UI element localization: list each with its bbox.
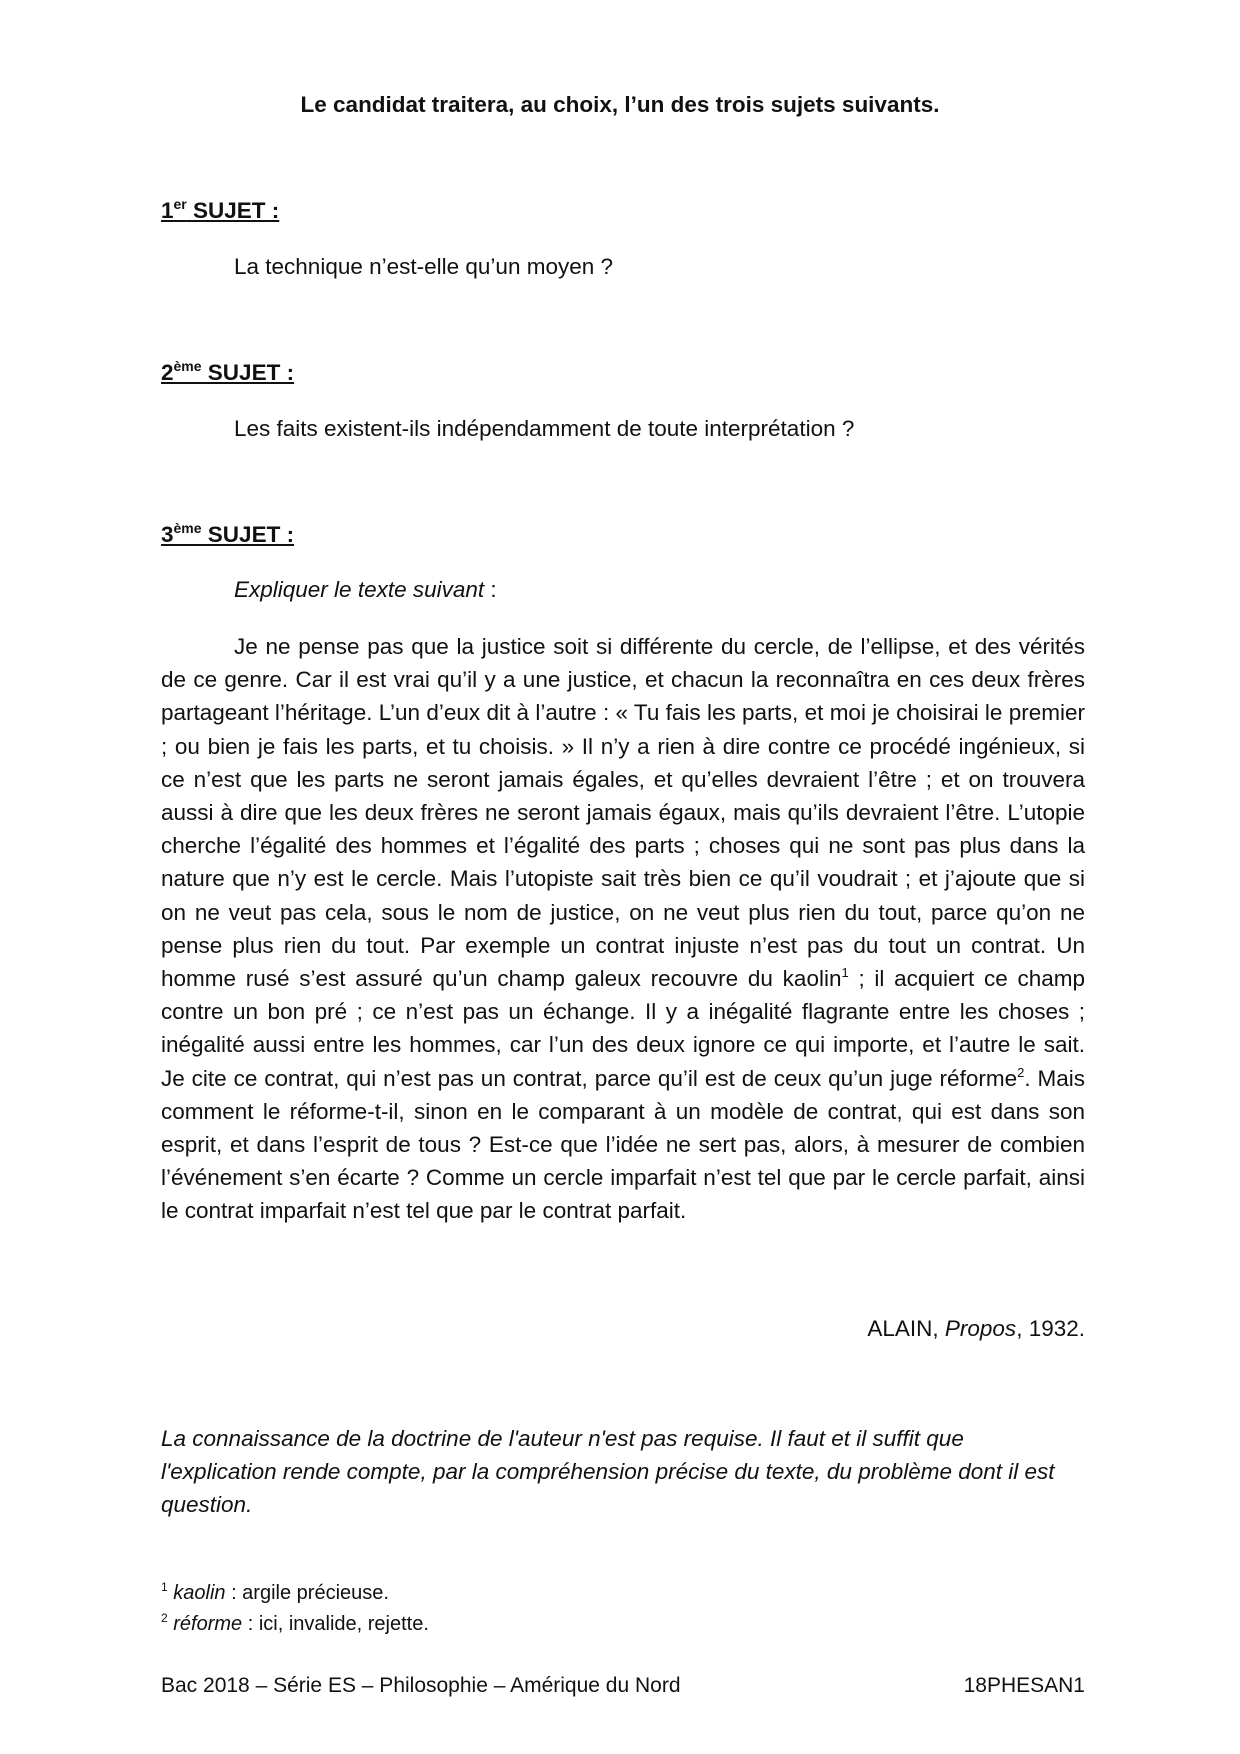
instruction-text: Le candidat traitera, au choix, l’un des trois sujets suivants.: [300, 92, 940, 117]
work-title: Propos: [944, 1316, 1017, 1341]
subject-1-ordinal: er: [173, 196, 187, 212]
subject-1-number: 1: [161, 198, 174, 223]
subject-2-label: SUJET :: [201, 360, 295, 385]
philosophy-text: [161, 630, 1085, 1228]
text-part-1: Je ne pense pas que la justice soit si différente du cercle, de l’ellipse, et des vérités de ce genre. Car il est vrai qu’il y a une justice, et chacun la reconnaîtra en ces deux frères partageant l’héritage. L’un d’eux dit à l’autre : « Tu fais les parts, et moi je choisirai le premier ; ou bien je fais les parts, et tu choisis. » Il n’y a rien à dire contre ce procédé ingénieux, si ce n’est que les parts ne seront jamais égales, et qu’elles devraient l’être ; et on trouvera aussi à dire que les deux frères ne seront jamais égaux, mais qu’ils devraient l’être. L’utopie cherche l’égalité des hommes et l’égalité des parts ; choses qui ne sont pas plus dans la nature que n’y est le cercle. Mais l’utopiste sait très bien ce qu’il voudrait ; et j’ajoute que si on ne veut pas cela, sous le nom de justice, on ne veut plus rien du tout, parce qu’on ne pense plus rien du tout. Par exemple un contrat injuste n’est pas du tout un contrat. Un homme rusé s’est assuré qu’un champ galeux recouvre du kaolin: [161, 634, 1085, 992]
subject-3-prompt: [234, 577, 497, 603]
subject-1-heading: [161, 198, 279, 224]
subject-3-heading: [161, 522, 294, 548]
page-footer: [161, 1674, 1085, 1698]
footer-exam-code: 18PHESAN1: [963, 1674, 1085, 1697]
subject-1-label: SUJET :: [186, 198, 280, 223]
footnote-ref-1: 1: [841, 965, 849, 981]
subject-3-number: 3: [161, 522, 174, 547]
philosophy-text-paragraph: [161, 630, 1085, 1228]
footnote-2-definition: : ici, invalide, rejette.: [242, 1613, 429, 1635]
footnote-1-term: kaolin: [173, 1582, 226, 1604]
subject-1-question: La technique n’est-elle qu’un moyen ?: [234, 254, 614, 279]
subject-2-number: 2: [161, 360, 174, 385]
footnote-2-number: 2: [161, 1611, 168, 1625]
subject-3-label: SUJET :: [201, 522, 295, 547]
subject-3-prompt-italic: Expliquer le texte suivant: [234, 577, 485, 602]
instructions-note: La connaissance de la doctrine de l'auteur n'est pas requise. Il faut et il suffit que l'explication rende compte, par la compréhension précise du texte, du problème dont il est question.: [161, 1426, 1055, 1517]
footnote-1: [161, 1578, 429, 1609]
text-attribution: [161, 1316, 1085, 1342]
footnotes: [161, 1578, 429, 1640]
subject-3-ordinal: ème: [173, 520, 202, 536]
author-name: ALAIN,: [867, 1316, 945, 1341]
text-part-3: . Mais comment le réforme-t-il, sinon en le comparant à un modèle de contrat, qui est dans son esprit, et dans l’esprit de tous ? Est-ce que l’idée ne sert pas, alors, à mesurer de combien l’événement s’en écarte ? Comme un cercle imparfait n’est tel que par le cercle parfait, ainsi le contrat imparfait n’est tel que par le contrat parfait.: [161, 1065, 1085, 1224]
subject-2-ordinal: ème: [173, 358, 202, 374]
footnote-2-term: réforme: [173, 1613, 243, 1635]
footnote-1-number: 1: [161, 1580, 168, 1594]
footnote-1-definition: : argile précieuse.: [225, 1582, 389, 1604]
text-part-2: ; il acquiert ce champ contre un bon pré ; ce n’est pas un échange. Il y a inégalité flagrante entre les choses ; inégalité aussi entre les hommes, car l’un des deux ignore ce qui importe, et l’autre le sait. Je cite ce contrat, qui n’est pas un contrat, parce qu’il est de ceux qu’un juge réforme: [161, 966, 1085, 1091]
footnote-ref-2: 2: [1017, 1064, 1025, 1080]
work-year: , 1932.: [1016, 1316, 1085, 1341]
subject-2-heading: [161, 360, 294, 386]
subject-2-question: Les faits existent-ils indépendamment de toute interprétation ?: [234, 416, 855, 441]
footer-exam-info: Bac 2018 – Série ES – Philosophie – Amérique du Nord: [161, 1674, 681, 1697]
footnote-2: [161, 1609, 429, 1640]
subject-3-prompt-colon: :: [484, 577, 497, 602]
